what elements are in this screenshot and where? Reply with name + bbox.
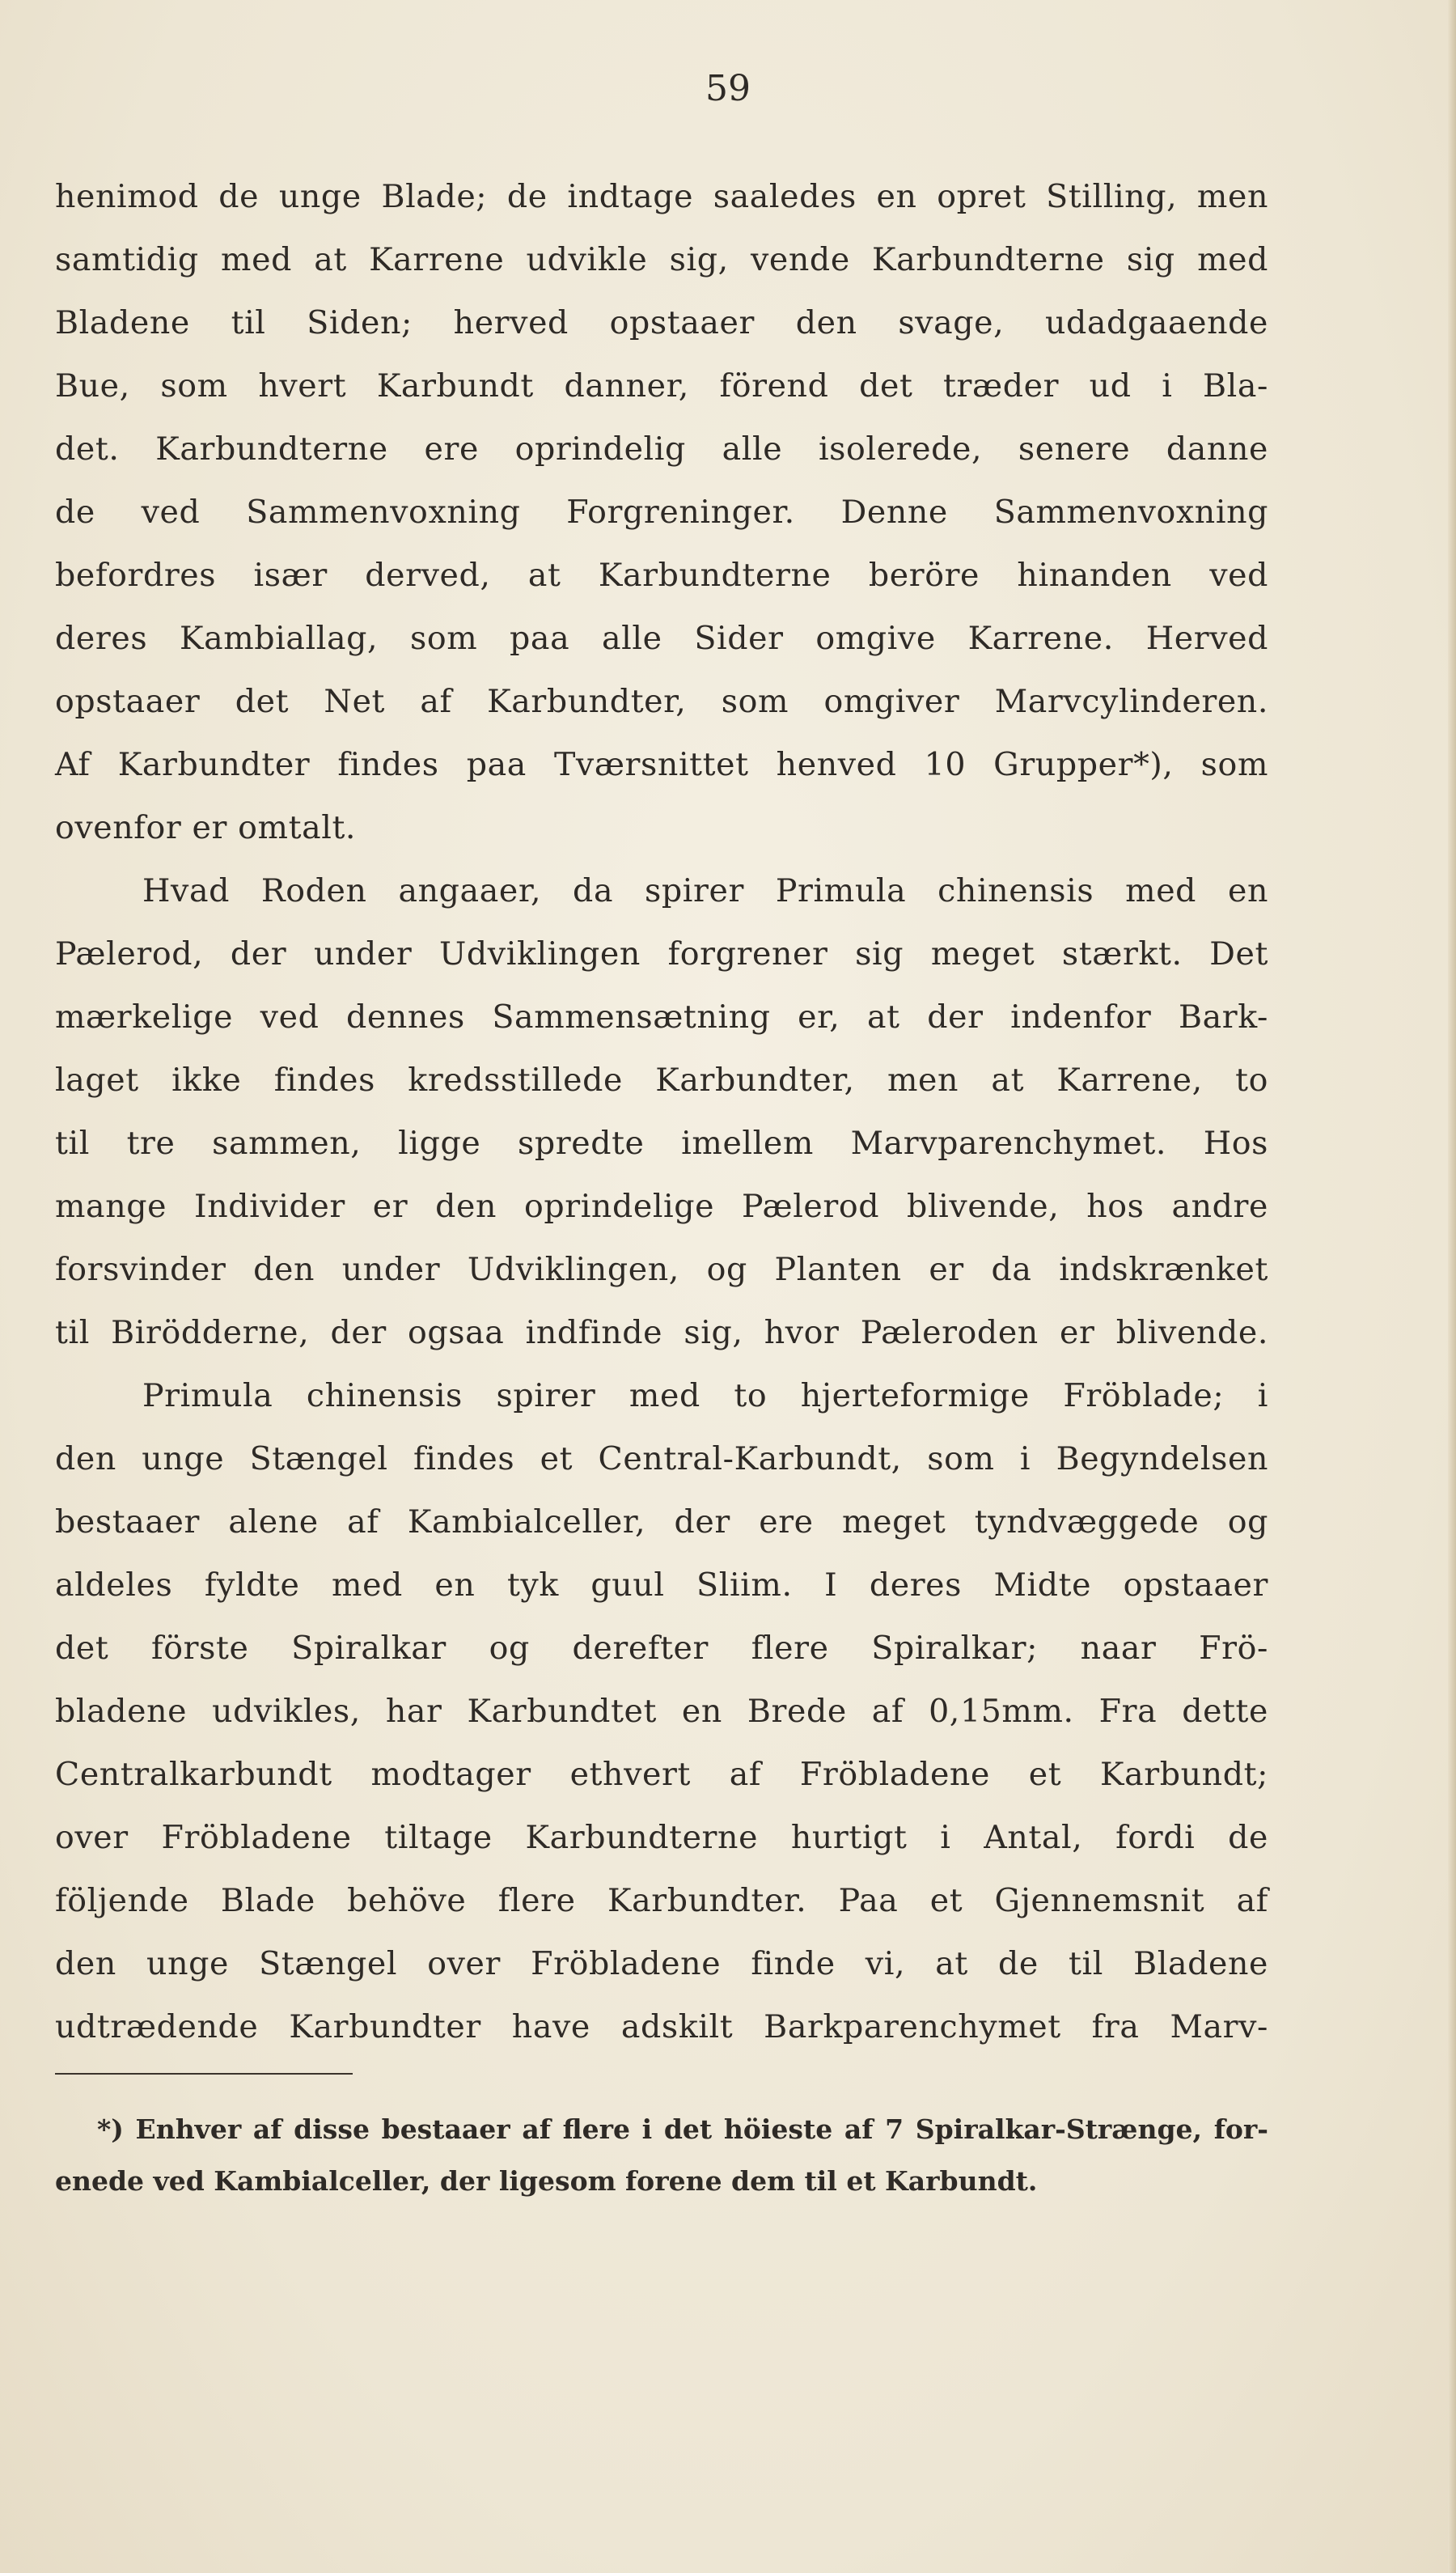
text-line: följende Blade behöve flere Karbundter. Paa et Gjennemsnit af — [55, 1882, 1268, 1919]
text-line: mange Individer er den oprindelige Pælerod blivende, hos andre — [55, 1188, 1268, 1225]
text-line: mærkelige ved dennes Sammensætning er, at der indenfor Bark- — [55, 998, 1268, 1036]
page-number: 59 — [705, 68, 751, 109]
text-line: aldeles fyldte med en tyk guul Sliim. I deres Midte opstaaer — [55, 1566, 1268, 1604]
footnote — [55, 2104, 1268, 2207]
text-line: Af Karbundter findes paa Tværsnittet henved 10 Grupper*), som — [55, 746, 1268, 783]
text-line: over Fröbladene tiltage Karbundterne hurtigt i Antal, fordi de — [55, 1819, 1268, 1856]
text-line: bestaaer alene af Kambialceller, der ere meget tyndvæggede og — [55, 1503, 1268, 1541]
text-line: de ved Sammenvoxning Forgreninger. Denne Sammenvoxning — [55, 494, 1268, 531]
text-line: den unge Stængel findes et Central-Karbundt, som i Begyndelsen — [55, 1440, 1268, 1477]
page-edge-shadow — [1448, 0, 1456, 2573]
footnote-divider — [55, 2073, 353, 2075]
text-line: den unge Stængel over Fröbladene finde vi, at de til Bladene — [55, 1945, 1268, 1982]
text-line: det. Karbundterne ere oprindelig alle isolerede, senere danne — [55, 430, 1268, 468]
text-line: laget ikke findes kredsstillede Karbundter, men at Karrene, to — [55, 1062, 1268, 1099]
text-line: til tre sammen, ligge spredte imellem Marvparenchymet. Hos — [55, 1125, 1268, 1162]
text-line: udtrædende Karbundter have adskilt Barkparenchymet fra Marv- — [55, 2008, 1268, 2045]
footnote-line: enede ved Kambialceller, der ligesom forene dem til et Karbundt. — [55, 2165, 1038, 2197]
text-line: deres Kambiallag, som paa alle Sider omgive Karrene. Herved — [55, 620, 1268, 657]
text-line: til Birödderne, der ogsaa indfinde sig, hvor Pæleroden er blivende. — [55, 1314, 1268, 1351]
text-line: Pælerod, der under Udviklingen forgrener sig meget stærkt. Det — [55, 935, 1268, 973]
text-line: Bue, som hvert Karbundt danner, förend det træder ud i Bla- — [55, 367, 1268, 405]
paragraph-start-line: Hvad Roden angaaer, da spirer Primula chinensis med en — [142, 872, 1268, 909]
text-line: samtidig med at Karrene udvikle sig, vende Karbundterne sig med — [55, 241, 1268, 278]
body-text — [55, 165, 1268, 2058]
text-line: befordres især derved, at Karbundterne beröre hinanden ved — [55, 557, 1268, 594]
text-line: forsvinder den under Udviklingen, og Planten er da indskrænket — [55, 1251, 1268, 1288]
text-line: Centralkarbundt modtager ethvert af Fröbladene et Karbundt; — [55, 1756, 1268, 1793]
footnote-line: *) Enhver af disse bestaaer af flere i det höieste af 7 Spiralkar-Strænge, for- — [97, 2113, 1268, 2145]
text-line: bladene udvikles, har Karbundtet en Brede af 0,15mm. Fra dette — [55, 1693, 1268, 1730]
text-line: Bladene til Siden; herved opstaaer den svage, udadgaaende — [55, 304, 1268, 341]
text-line: det förste Spiralkar og derefter flere Spiralkar; naar Frö- — [55, 1630, 1268, 1667]
text-line: ovenfor er omtalt. — [55, 809, 357, 846]
text-line: henimod de unge Blade; de indtage saaledes en opret Stilling, men — [55, 178, 1268, 215]
text-line: opstaaer det Net af Karbundter, som omgiver Marvcylinderen. — [55, 683, 1268, 720]
paragraph-start-line: Primula chinensis spirer med to hjerteformige Fröblade; i — [142, 1377, 1268, 1414]
